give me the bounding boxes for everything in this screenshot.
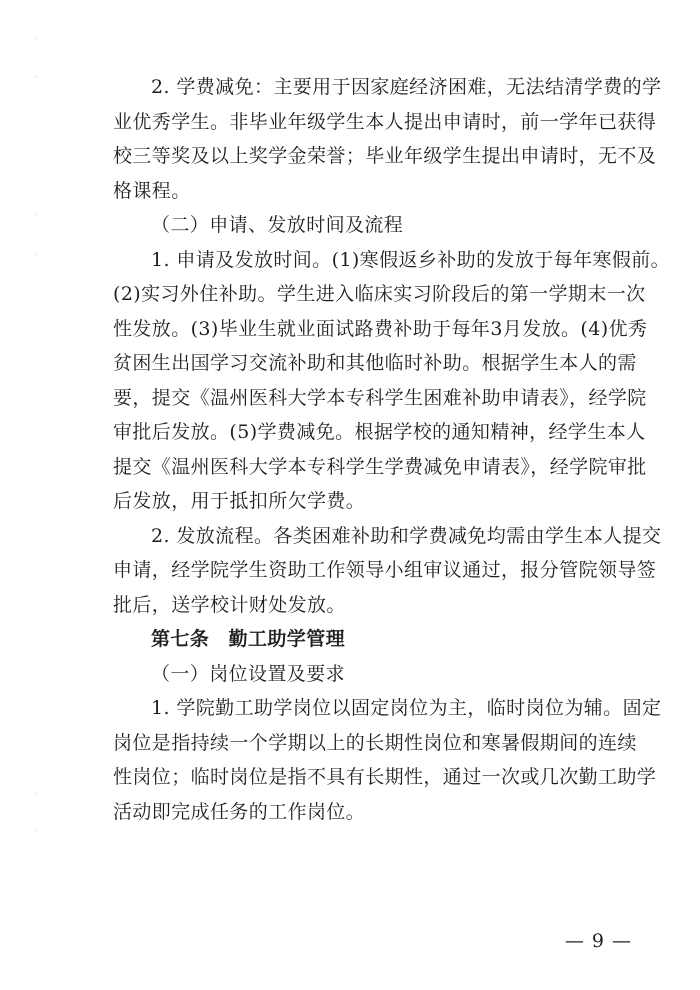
text-line: 批后，送学校计财处发放。 xyxy=(113,593,346,616)
text-line: 格课程。 xyxy=(113,179,191,202)
scan-mark: · xyxy=(34,250,37,259)
document-body xyxy=(113,70,671,829)
text-line: 岗位是指持续一个学期以上的长期性岗位和寒暑假期间的连续 xyxy=(113,731,637,754)
scan-mark: · xyxy=(34,73,37,82)
text-line: (2)实习外住补助。学生进入临床实习阶段后的第一学期末一次 xyxy=(113,283,646,305)
scan-mark: · xyxy=(34,210,37,219)
text-line: 申请，经学院学生资助工作领导小组审议通过，报分管院领导签 xyxy=(113,559,657,581)
text-line: 活动即完成任务的工作岗位。 xyxy=(113,800,366,823)
text-line: （一）岗位设置及要求 xyxy=(151,662,346,685)
scan-mark: · xyxy=(34,826,37,835)
scan-mark: · xyxy=(34,790,37,799)
text-line: 1. 申请及发放时间。(1)寒假返乡补助的发放于每年寒假前。 xyxy=(151,248,671,271)
text-line: 审批后发放。(5)学费减免。根据学校的通知精神，经学生本人 xyxy=(113,421,646,443)
text-line: 2. 学费减免：主要用于因家庭经济困难，无法结清学费的学 xyxy=(151,76,662,98)
text-line: 校三等奖及以上奖学金荣誉；毕业年级学生提出申请时，无不及 xyxy=(113,145,657,167)
text-line: 1. 学院勤工助学岗位以固定岗位为主，临时岗位为辅。固定 xyxy=(151,697,662,719)
text-line: 提交《温州医科大学本专科学生学费减免申请表》，经学院审批 xyxy=(113,455,647,478)
page-number: — 9 — xyxy=(564,930,632,952)
text-line: 业优秀学生。非毕业年级学生本人提出申请时，前一学年已获得 xyxy=(113,110,657,133)
article-heading-work-study xyxy=(113,622,643,657)
text-line: 要，提交《温州医科大学本专科学生困难补助申请表》，经学院 xyxy=(113,386,647,409)
paragraph-tuition-reduction xyxy=(113,70,662,208)
section-heading-application-time xyxy=(113,208,643,243)
text-line: 后发放，用于抵扣所欠学费。 xyxy=(113,490,366,512)
text-line: （二）申请、发放时间及流程 xyxy=(151,214,404,236)
text-line: 贫困生出国学习交流补助和其他临时补助。根据学生本人的需 xyxy=(113,352,637,374)
paragraph-application-time xyxy=(113,243,671,519)
text-line: 性发放。(3)毕业生就业面试路费补助于每年3月发放。(4)优秀 xyxy=(113,317,648,340)
text-line: 2. 发放流程。各类困难补助和学费减免均需由学生本人提交 xyxy=(151,524,662,547)
paragraph-position-setup xyxy=(113,691,662,829)
text-line: 性岗位；临时岗位是指不具有长期性，通过一次或几次勤工助学 xyxy=(113,766,657,788)
text-line: 第七条 勤工助学管理 xyxy=(151,628,346,650)
scan-mark: · xyxy=(34,34,37,43)
paragraph-distribution-process xyxy=(113,519,662,623)
section-heading-position-setup xyxy=(113,657,643,692)
